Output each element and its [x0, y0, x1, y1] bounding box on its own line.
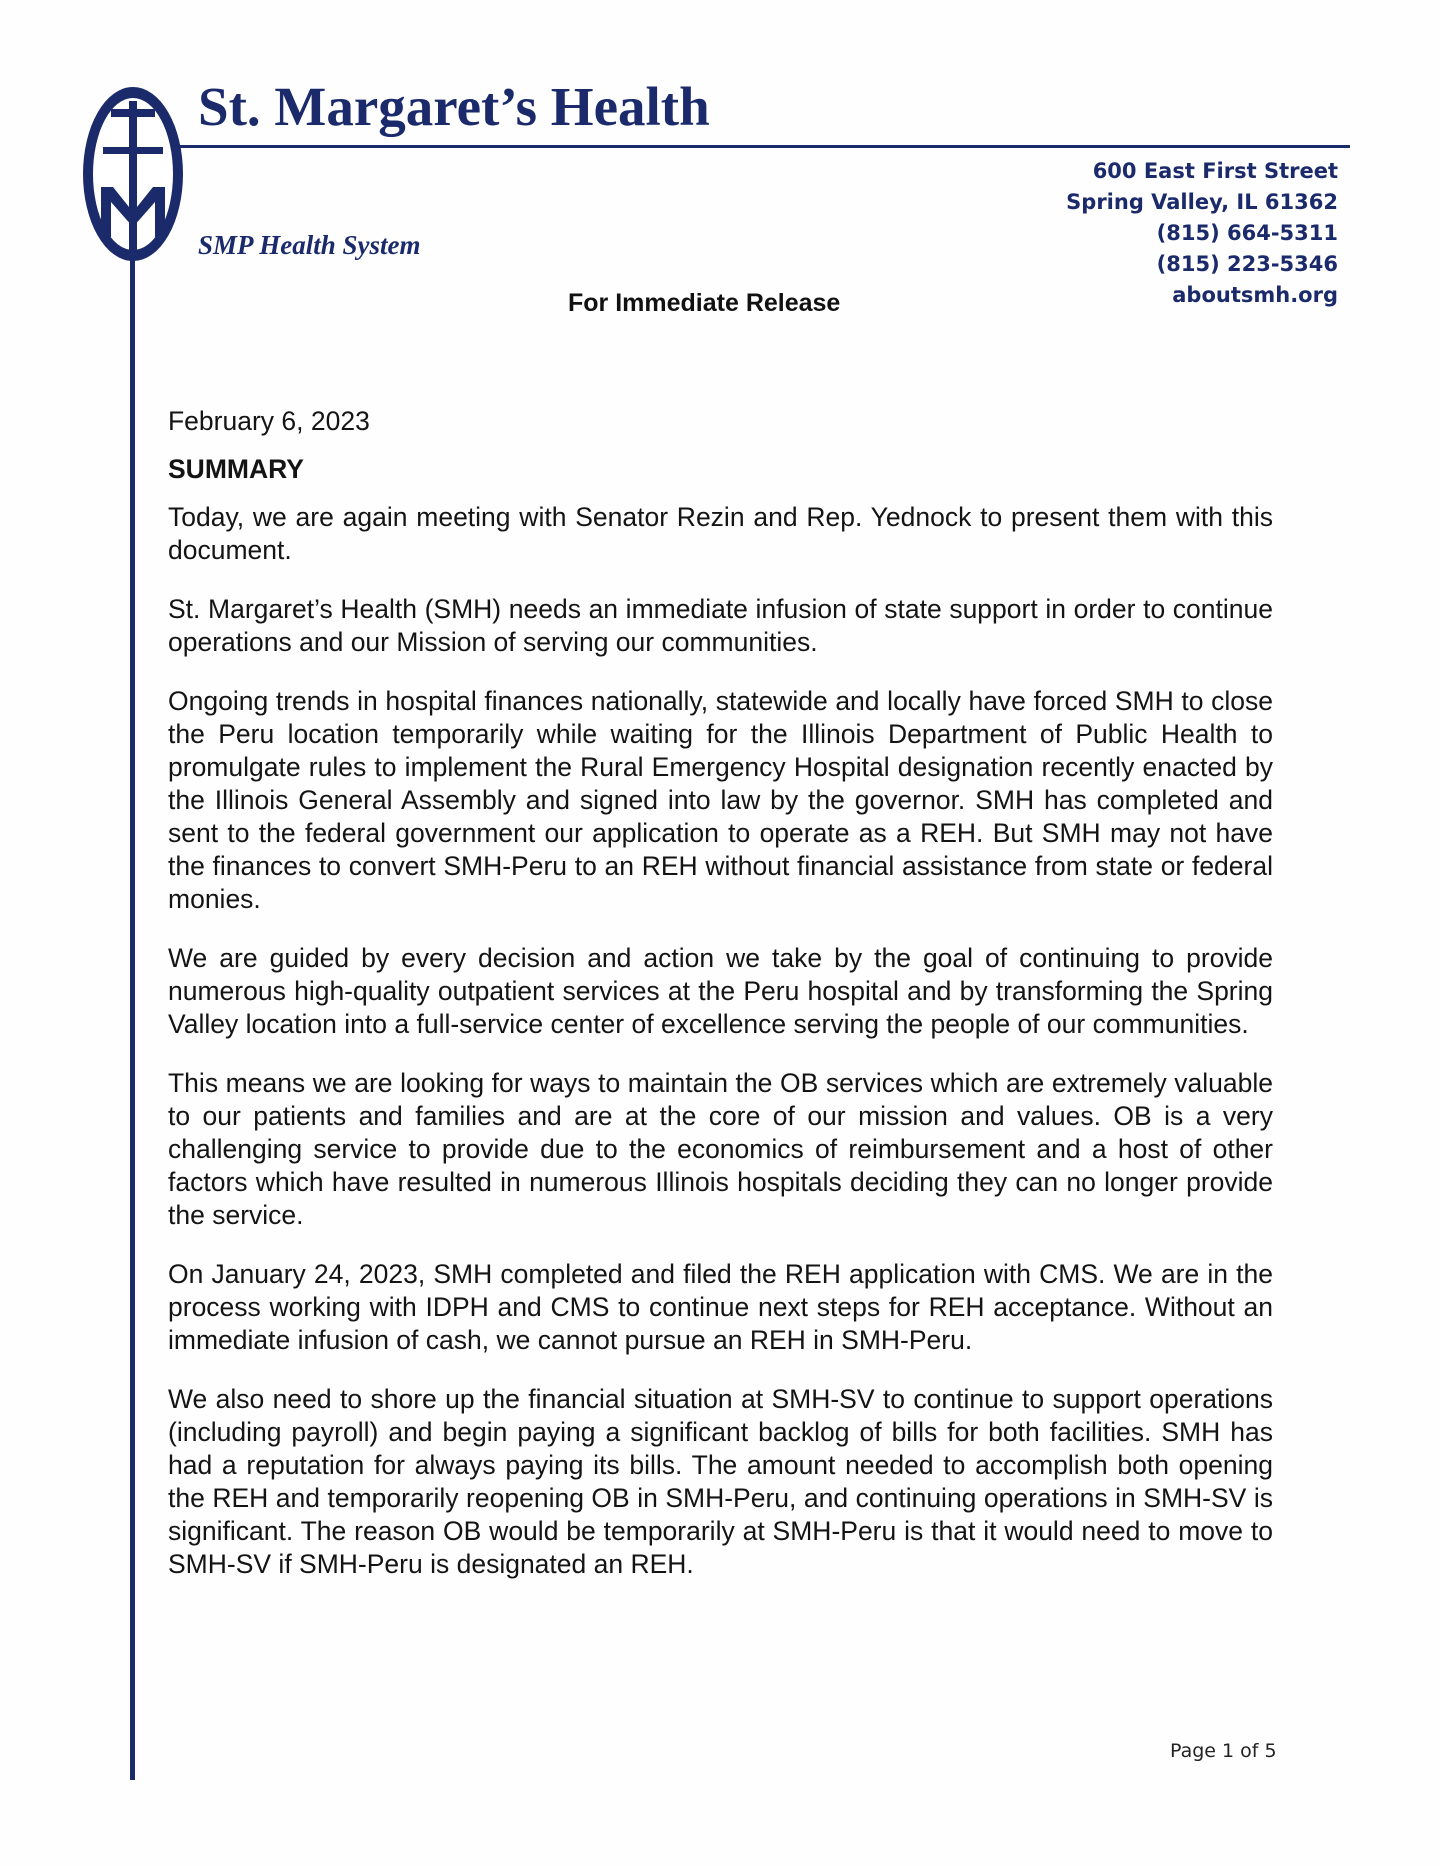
- phone-secondary: (815) 223-5346: [1156, 252, 1338, 276]
- paragraph: St. Margaret’s Health (SMH) needs an immediate infusion of state support in order to continue operations and our Mission of serving our communities.: [168, 594, 1273, 657]
- paragraph: This means we are looking for ways to maintain the OB services which are extremely valuable to our patients and families and are at the core of our mission and values. OB is a very challenging service to provide due to the economics of reimbursement and a host of other factors which have resulted in numerous Illinois hospitals deciding they can no longer provide the service.: [168, 1068, 1273, 1230]
- vertical-rule: [130, 255, 135, 1780]
- health-system-name: SMP Health System: [198, 230, 421, 260]
- paragraph: Ongoing trends in hospital finances nationally, statewide and locally have forced SMH to close the Peru location temporarily while waiting for the Illinois Department of Public Health to promulgate rules to implement the Rural Emergency Hospital designation recently enacted by the Illinois General Assembly and signed into law by the governor. SMH has completed and sent to the federal government our application to operate as a REH. But SMH may not have the finances to convert SMH-Peru to an REH without financial assistance from state or federal monies.: [168, 686, 1273, 914]
- organization-name: St. Margaret’s Health: [198, 76, 710, 137]
- city-state-zip: Spring Valley, IL 61362: [1066, 190, 1338, 214]
- section-heading: SUMMARY: [168, 454, 304, 484]
- release-label: For Immediate Release: [568, 289, 841, 317]
- page-number: Page 1 of 5: [1170, 1740, 1277, 1762]
- paragraph: On January 24, 2023, SMH completed and filed the REH application with CMS. We are in the process working with IDPH and CMS to continue next steps for REH acceptance. Without an immediate infusion of cash, we cannot pursue an REH in SMH-Peru.: [168, 1259, 1273, 1355]
- horizontal-rule: [178, 145, 1350, 148]
- paragraph: We also need to shore up the financial situation at SMH-SV to continue to support operations (including payroll) and begin paying a significant backlog of bills for both facilities. SMH has had a reputation for always paying its bills. The amount needed to accomplish both opening the REH and temporarily reopening OB in SMH-Peru, and continuing operations in SMH-SV is significant. The reason OB would be temporarily at SMH-Peru is that it would need to move to SMH-SV if SMH-Peru is designated an REH.: [168, 1384, 1273, 1579]
- paragraph: Today, we are again meeting with Senator Rezin and Rep. Yednock to present them with this document.: [168, 502, 1273, 565]
- street-address: 600 East First Street: [1092, 159, 1338, 183]
- address-block: [1066, 156, 1338, 311]
- phone-primary: (815) 664-5311: [1156, 221, 1338, 245]
- website-link[interactable]: aboutsmh.org: [1172, 283, 1338, 307]
- paragraph: We are guided by every decision and action we take by the goal of continuing to provide numerous high-quality outpatient services at the Peru hospital and by transforming the Spring Valley location into a full-service center of excellence serving the people of our communities.: [168, 943, 1273, 1039]
- document-date: February 6, 2023: [168, 406, 370, 436]
- document-body: [168, 405, 1273, 1607]
- cross-monogram-logo-icon: [83, 87, 183, 262]
